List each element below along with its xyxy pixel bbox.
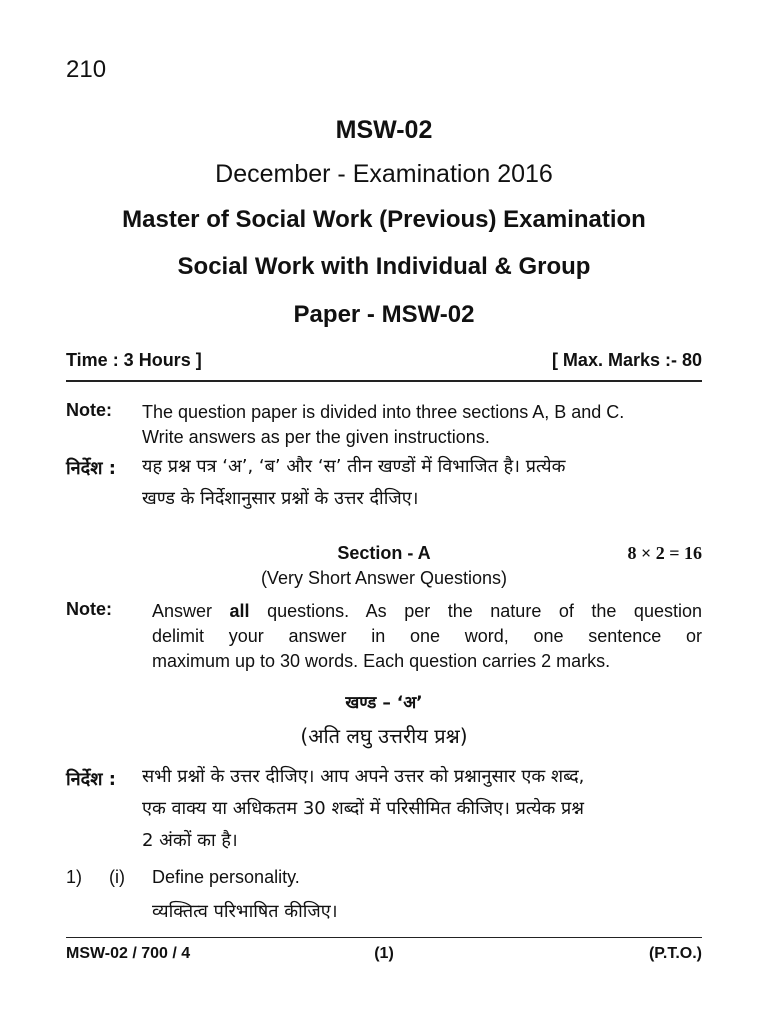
time-label: Time : 3 Hours ] bbox=[66, 350, 202, 370]
footer-divider bbox=[66, 937, 702, 938]
hindi-section-note bbox=[142, 761, 712, 857]
paper-heading: Paper - MSW-02 bbox=[293, 301, 475, 328]
exam-session-heading: December - Examination 2016 bbox=[215, 160, 553, 188]
section-note bbox=[152, 599, 702, 674]
question-number: 1) bbox=[66, 867, 83, 887]
question-text: Define personality. bbox=[152, 867, 300, 887]
note-label: Note: bbox=[66, 400, 112, 420]
general-note-line: Write answers as per the given instructions. bbox=[142, 427, 490, 447]
section-marks: 8 × 2 = 16 bbox=[627, 543, 702, 563]
footer-code: MSW-02 / 700 / 4 bbox=[66, 945, 191, 962]
subject-heading: Social Work with Individual & Group bbox=[177, 253, 591, 280]
hindi-section-subtitle: (अति लघु उत्तरीय प्रश्न) bbox=[300, 724, 468, 748]
hindi-section-note-line: 2 अंकों का है। bbox=[142, 830, 238, 851]
degree-heading: Master of Social Work (Previous) Examination bbox=[122, 206, 646, 233]
hindi-general-note bbox=[142, 451, 712, 515]
footer-page: (1) bbox=[374, 945, 394, 962]
page-number: 210 bbox=[66, 56, 107, 83]
hindi-section-title: खण्ड – ‘अ’ bbox=[345, 693, 423, 713]
question-sub-number: (i) bbox=[109, 867, 125, 887]
hindi-section-note-line: सभी प्रश्नों के उत्तर दीजिए। आप अपने उत्तर को प्रश्नानुसार एक शब्द, bbox=[142, 766, 585, 787]
general-note-line: The question paper is divided into three sections A, B and C. bbox=[142, 402, 625, 422]
section-note-line: Answer all questions. As per the nature of the question bbox=[152, 601, 702, 621]
emphasis-all: all bbox=[229, 601, 250, 621]
hindi-section-note-label: निर्देश : bbox=[66, 769, 116, 790]
hindi-note-label: निर्देश : bbox=[66, 458, 116, 479]
hindi-section-note-line: एक वाक्य या अधिकतम 30 शब्दों में परिसीमित कीजिए। प्रत्येक प्रश्न bbox=[142, 798, 585, 819]
header-divider bbox=[66, 380, 702, 382]
footer-pto: (P.T.O.) bbox=[648, 945, 702, 962]
hindi-note-line: यह प्रश्न पत्र ‘अ’, ‘ब’ और ‘स’ तीन खण्डों में विभाजित है। प्रत्येक bbox=[142, 456, 566, 477]
section-title: Section - A bbox=[337, 543, 431, 563]
section-note-label: Note: bbox=[66, 599, 112, 619]
section-subtitle: (Very Short Answer Questions) bbox=[260, 568, 508, 588]
max-marks-label: [ Max. Marks :- 80 bbox=[551, 350, 702, 370]
question-hindi-text: व्यक्तित्व परिभाषित कीजिए। bbox=[152, 901, 338, 922]
section-note-line: delimit your answer in one word, one sentence or bbox=[152, 626, 702, 646]
section-note-line: maximum up to 30 words. Each question carries 2 marks. bbox=[152, 651, 611, 671]
general-note bbox=[142, 400, 702, 450]
hindi-note-line: खण्ड के निर्देशानुसार प्रश्नों के उत्तर दीजिए। bbox=[142, 488, 419, 509]
paper-code-heading: MSW-02 bbox=[335, 116, 433, 144]
